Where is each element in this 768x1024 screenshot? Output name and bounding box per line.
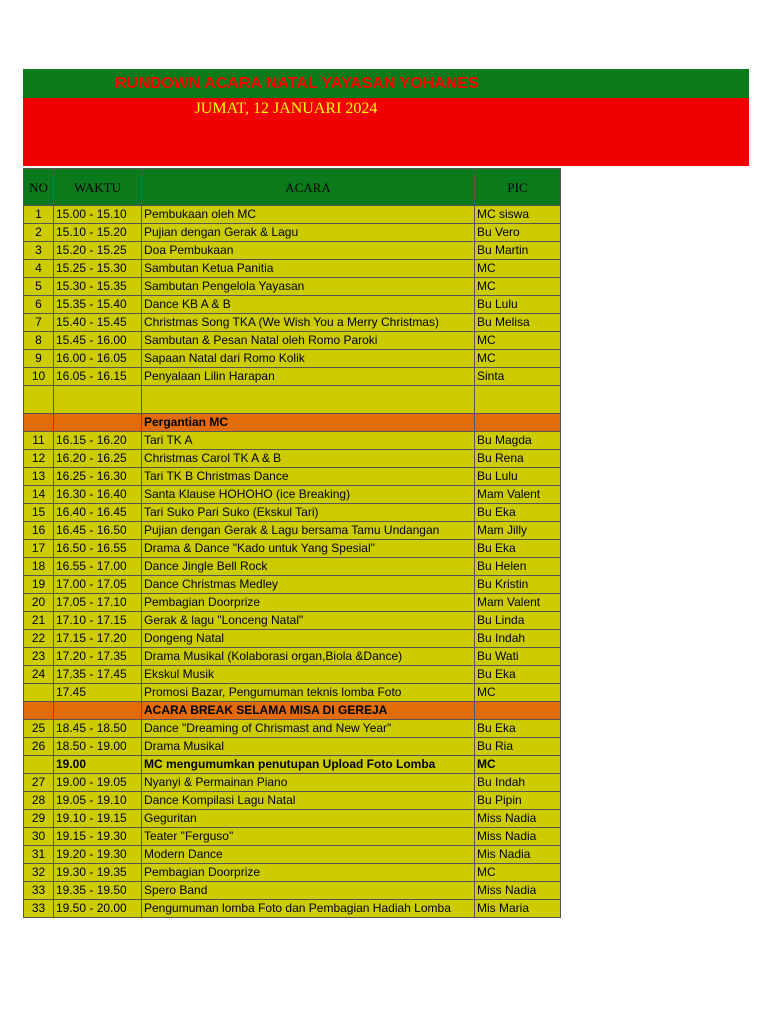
row-pic: Bu Rena <box>475 450 561 468</box>
row-event: Dance Jingle Bell Rock <box>142 558 475 576</box>
row-time: 16.20 - 16.25 <box>54 450 142 468</box>
table-row <box>24 540 561 558</box>
row-pic: MC <box>475 684 561 702</box>
row-number: 28 <box>24 792 54 810</box>
row-event: Dance KB A & B <box>142 296 475 314</box>
row-event: Ekskul Musik <box>142 666 475 684</box>
row-number: 10 <box>24 368 54 386</box>
row-number: 24 <box>24 666 54 684</box>
row-event: Pembagian Doorprize <box>142 864 475 882</box>
table-row <box>24 368 561 386</box>
row-time: 16.40 - 16.45 <box>54 504 142 522</box>
col-header-no: NO <box>24 169 54 206</box>
row-event: Pengumuman lomba Foto dan Pembagian Hadiah Lomba <box>142 900 475 918</box>
row-time: 16.05 - 16.15 <box>54 368 142 386</box>
row-event: Gerak & lagu "Lonceng Natal" <box>142 612 475 630</box>
row-event: Santa Klause HOHOHO (ice Breaking) <box>142 486 475 504</box>
row-pic: Sinta <box>475 368 561 386</box>
table-row <box>24 576 561 594</box>
row-number: 29 <box>24 810 54 828</box>
table-row <box>24 702 561 720</box>
row-number: 7 <box>24 314 54 332</box>
table-row <box>24 386 561 414</box>
row-event: Spero Band <box>142 882 475 900</box>
row-number <box>24 702 54 720</box>
row-time: 15.35 - 15.40 <box>54 296 142 314</box>
row-time: 15.40 - 15.45 <box>54 314 142 332</box>
row-event: Drama Musikal <box>142 738 475 756</box>
row-number: 15 <box>24 504 54 522</box>
row-pic: Mam Valent <box>475 486 561 504</box>
row-number: 33 <box>24 882 54 900</box>
row-time: 15.20 - 15.25 <box>54 242 142 260</box>
table-row <box>24 882 561 900</box>
row-number: 5 <box>24 278 54 296</box>
table-row <box>24 594 561 612</box>
row-event: Teater "Ferguso" <box>142 828 475 846</box>
row-number: 17 <box>24 540 54 558</box>
row-event: Nyanyi & Permainan Piano <box>142 774 475 792</box>
table-row <box>24 684 561 702</box>
row-time: 18.50 - 19.00 <box>54 738 142 756</box>
row-event: Penyalaan Lilin Harapan <box>142 368 475 386</box>
row-pic: Bu Indah <box>475 630 561 648</box>
row-number: 25 <box>24 720 54 738</box>
row-pic: MC <box>475 350 561 368</box>
table-row <box>24 224 561 242</box>
row-pic: MC <box>475 278 561 296</box>
row-pic <box>475 414 561 432</box>
table-row <box>24 504 561 522</box>
row-event: Drama & Dance "Kado untuk Yang Spesial" <box>142 540 475 558</box>
row-time: 15.25 - 15.30 <box>54 260 142 278</box>
row-number: 18 <box>24 558 54 576</box>
row-pic: Bu Linda <box>475 612 561 630</box>
row-time: 19.00 <box>54 756 142 774</box>
row-time: 18.45 - 18.50 <box>54 720 142 738</box>
row-event: Sapaan Natal dari Romo Kolik <box>142 350 475 368</box>
table-row <box>24 756 561 774</box>
table-row <box>24 900 561 918</box>
table-row <box>24 332 561 350</box>
table-row <box>24 260 561 278</box>
row-time: 17.05 - 17.10 <box>54 594 142 612</box>
row-time: 15.00 - 15.10 <box>54 206 142 224</box>
table-row <box>24 630 561 648</box>
table-row <box>24 522 561 540</box>
table-row <box>24 666 561 684</box>
row-event: Sambutan Ketua Panitia <box>142 260 475 278</box>
row-number <box>24 684 54 702</box>
row-number: 30 <box>24 828 54 846</box>
row-pic: Miss Nadia <box>475 810 561 828</box>
row-pic: Bu Eka <box>475 540 561 558</box>
row-number: 13 <box>24 468 54 486</box>
row-number: 4 <box>24 260 54 278</box>
table-row <box>24 612 561 630</box>
table-row <box>24 450 561 468</box>
table-row <box>24 720 561 738</box>
row-time: 19.50 - 20.00 <box>54 900 142 918</box>
table-row <box>24 846 561 864</box>
row-time: 17.35 - 17.45 <box>54 666 142 684</box>
row-time: 16.50 - 16.55 <box>54 540 142 558</box>
row-pic: MC siswa <box>475 206 561 224</box>
table-row <box>24 468 561 486</box>
row-event: Tari Suko Pari Suko (Ekskul Tari) <box>142 504 475 522</box>
row-time: 15.45 - 16.00 <box>54 332 142 350</box>
table-row <box>24 314 561 332</box>
row-event: Pergantian MC <box>142 414 475 432</box>
row-pic: Bu Ria <box>475 738 561 756</box>
row-pic: MC <box>475 260 561 278</box>
table-row <box>24 414 561 432</box>
row-time: 16.30 - 16.40 <box>54 486 142 504</box>
row-time: 19.20 - 19.30 <box>54 846 142 864</box>
row-time: 19.00 - 19.05 <box>54 774 142 792</box>
row-pic: Bu Wati <box>475 648 561 666</box>
row-time: 19.30 - 19.35 <box>54 864 142 882</box>
row-pic: Bu Eka <box>475 720 561 738</box>
row-number <box>24 756 54 774</box>
row-pic: Miss Nadia <box>475 882 561 900</box>
table-row <box>24 432 561 450</box>
table-row <box>24 350 561 368</box>
row-event: Modern Dance <box>142 846 475 864</box>
table-row <box>24 738 561 756</box>
row-event: Tari TK A <box>142 432 475 450</box>
row-number: 31 <box>24 846 54 864</box>
row-number: 9 <box>24 350 54 368</box>
table-row <box>24 242 561 260</box>
row-pic: Bu Indah <box>475 774 561 792</box>
row-time: 17.45 <box>54 684 142 702</box>
row-time: 15.30 - 15.35 <box>54 278 142 296</box>
row-number <box>24 414 54 432</box>
table-row <box>24 864 561 882</box>
row-event: Dance Kompilasi Lagu Natal <box>142 792 475 810</box>
row-pic: Mis Nadia <box>475 846 561 864</box>
row-time <box>54 414 142 432</box>
row-number: 16 <box>24 522 54 540</box>
row-number: 27 <box>24 774 54 792</box>
row-pic: Bu Eka <box>475 666 561 684</box>
row-number: 1 <box>24 206 54 224</box>
row-time: 17.20 - 17.35 <box>54 648 142 666</box>
row-pic: Bu Lulu <box>475 468 561 486</box>
row-event <box>142 386 475 414</box>
row-event: Pujian dengan Gerak & Lagu <box>142 224 475 242</box>
row-number: 22 <box>24 630 54 648</box>
row-event: Dance Christmas Medley <box>142 576 475 594</box>
table-row <box>24 828 561 846</box>
row-event: Dongeng Natal <box>142 630 475 648</box>
table-row <box>24 792 561 810</box>
row-pic: MC <box>475 756 561 774</box>
row-number: 32 <box>24 864 54 882</box>
row-pic: Bu Lulu <box>475 296 561 314</box>
row-event: Pujian dengan Gerak & Lagu bersama Tamu Undangan <box>142 522 475 540</box>
row-time: 16.45 - 16.50 <box>54 522 142 540</box>
row-pic: Bu Helen <box>475 558 561 576</box>
table-row <box>24 810 561 828</box>
col-header-pic: PIC <box>475 169 561 206</box>
row-number: 23 <box>24 648 54 666</box>
col-header-time: WAKTU <box>54 169 142 206</box>
table-row <box>24 558 561 576</box>
row-event: Dance "Dreaming of Chrismast and New Year" <box>142 720 475 738</box>
row-event: Sambutan & Pesan Natal oleh Romo Paroki <box>142 332 475 350</box>
row-time: 19.35 - 19.50 <box>54 882 142 900</box>
row-time: 15.10 - 15.20 <box>54 224 142 242</box>
row-event: MC mengumumkan penutupan Upload Foto Lomba <box>142 756 475 774</box>
row-pic: Mis Maria <box>475 900 561 918</box>
row-number: 11 <box>24 432 54 450</box>
row-pic: Miss Nadia <box>475 828 561 846</box>
row-event: Doa Pembukaan <box>142 242 475 260</box>
table-row <box>24 486 561 504</box>
row-time: 16.15 - 16.20 <box>54 432 142 450</box>
row-event: ACARA BREAK SELAMA MISA DI GEREJA <box>142 702 475 720</box>
row-pic: MC <box>475 332 561 350</box>
row-pic: Mam Valent <box>475 594 561 612</box>
row-number: 20 <box>24 594 54 612</box>
row-number: 8 <box>24 332 54 350</box>
row-number: 14 <box>24 486 54 504</box>
row-time: 17.10 - 17.15 <box>54 612 142 630</box>
table-header <box>24 169 561 206</box>
table-row <box>24 206 561 224</box>
row-number: 3 <box>24 242 54 260</box>
row-event: Christmas Carol TK A & B <box>142 450 475 468</box>
row-number: 19 <box>24 576 54 594</box>
table-row <box>24 648 561 666</box>
row-pic: Bu Pipin <box>475 792 561 810</box>
row-event: Sambutan Pengelola Yayasan <box>142 278 475 296</box>
row-time: 16.55 - 17.00 <box>54 558 142 576</box>
row-event: Drama Musikal (Kolaborasi organ,Biola &Dance) <box>142 648 475 666</box>
row-number: 12 <box>24 450 54 468</box>
row-time <box>54 702 142 720</box>
row-event: Geguritan <box>142 810 475 828</box>
page-title: RUNDOWN ACARA NATAL YAYASAN YOHANES <box>115 75 479 92</box>
row-pic: Bu Vero <box>475 224 561 242</box>
row-time: 19.15 - 19.30 <box>54 828 142 846</box>
row-event: Christmas Song TKA (We Wish You a Merry Christmas) <box>142 314 475 332</box>
row-number: 33 <box>24 900 54 918</box>
row-number: 2 <box>24 224 54 242</box>
row-time: 19.05 - 19.10 <box>54 792 142 810</box>
row-pic: Bu Kristin <box>475 576 561 594</box>
row-event: Pembukaan oleh MC <box>142 206 475 224</box>
row-number: 6 <box>24 296 54 314</box>
event-date: JUMAT, 12 JANUARI 2024 <box>194 100 378 117</box>
row-pic: Mam Jilly <box>475 522 561 540</box>
table-row <box>24 278 561 296</box>
row-pic: Bu Martin <box>475 242 561 260</box>
row-pic <box>475 702 561 720</box>
schedule-table <box>23 168 561 918</box>
row-time: 17.15 - 17.20 <box>54 630 142 648</box>
table-row <box>24 774 561 792</box>
row-pic: Bu Magda <box>475 432 561 450</box>
row-event: Promosi Bazar, Pengumuman teknis lomba Foto <box>142 684 475 702</box>
row-pic: MC <box>475 864 561 882</box>
row-time: 16.00 - 16.05 <box>54 350 142 368</box>
row-pic: Bu Eka <box>475 504 561 522</box>
row-pic: Bu Melisa <box>475 314 561 332</box>
row-time: 19.10 - 19.15 <box>54 810 142 828</box>
row-event: Pembagian Doorprize <box>142 594 475 612</box>
row-number: 21 <box>24 612 54 630</box>
row-number: 26 <box>24 738 54 756</box>
row-time <box>54 386 142 414</box>
col-header-event: ACARA <box>142 169 475 206</box>
row-pic <box>475 386 561 414</box>
row-number <box>24 386 54 414</box>
table-row <box>24 296 561 314</box>
row-event: Tari TK B Christmas Dance <box>142 468 475 486</box>
row-time: 16.25 - 16.30 <box>54 468 142 486</box>
row-time: 17.00 - 17.05 <box>54 576 142 594</box>
